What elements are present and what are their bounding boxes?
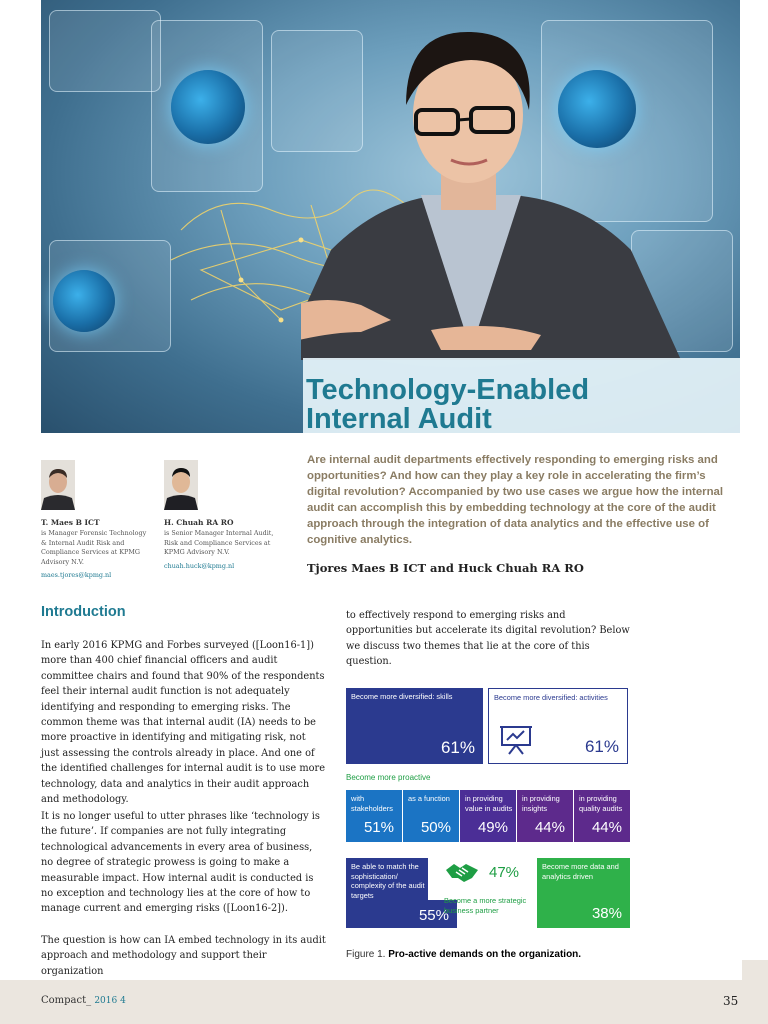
article-byline: Tjores Maes B ICT and Huck Chuah RA RO	[307, 561, 584, 575]
figure-caption-text: Pro-active demands on the organization.	[388, 949, 582, 960]
author-name: H. Chuah RA RO	[164, 518, 234, 527]
tile-diversified-skills	[346, 688, 483, 764]
figure-caption	[346, 949, 581, 960]
tile-proactive-value	[460, 790, 516, 842]
tile-value: 47%	[489, 864, 520, 881]
tile-value: 61%	[584, 737, 619, 756]
handshake-icon	[444, 860, 480, 891]
footer-magazine	[41, 995, 126, 1006]
tile-label: Become more diversified: activities	[494, 693, 608, 702]
tile-value: 51%	[363, 819, 394, 836]
tile-label: Become more data and analytics driven	[542, 862, 619, 881]
author-photo	[41, 460, 75, 510]
hud-panel	[49, 10, 161, 92]
tile-data-analytics-driven	[537, 858, 630, 928]
tile-value: 38%	[591, 905, 622, 922]
tile-proactive-function	[403, 790, 459, 842]
body-paragraph: It is no longer useful to utter phrases like ‘technology is the future’. If companies are not fully integrating technological advancements in every area of business, no degree of strategic prowess is going to make a measurable impact. How internal audit is conducted is no exception and technology lies at the core of how to manage current and emerging risks ([Loon16-2]).	[41, 811, 320, 915]
tile-label: in providing insights	[522, 794, 560, 813]
tile-label: as a function	[408, 794, 450, 803]
woman-with-glasses-photo	[301, 20, 681, 360]
article-lead: Are internal audit departments effectively responding to emerging risks and opportunities? And how can they play a key role in accelerating the firm’s digital revolution? Accompanied by two use cases we argue how the internal audit can accomplish this by embedding technology at the core of the audit approach through the integration of data analytics and the effective use of cognitive analytics.	[307, 454, 724, 547]
author-portrait	[41, 460, 75, 510]
figure-infographic	[346, 688, 630, 930]
tile-label-strategic-partner: Become a more strategic business partner	[444, 896, 527, 915]
tile-value: 44%	[534, 819, 565, 836]
globe-icon	[171, 70, 245, 144]
author-block-maes	[41, 460, 153, 579]
tile-label: Be able to match the sophistication/ complexity of the audit targets	[351, 862, 425, 900]
author-role: is Senior Manager Internal Audit, Risk and Compliance Services at KPMG Advisory N.V.	[164, 529, 274, 556]
author-name: T. Maes B ICT	[41, 518, 100, 527]
magazine-issue: 2016 4	[94, 996, 126, 1006]
page-number: 35	[723, 994, 739, 1008]
tile-value: 55%	[418, 907, 449, 924]
tile-label: with stakeholders	[351, 794, 393, 813]
body-paragraph: to effectively respond to emerging risks and opportunities but accelerate its digital revolution? Below we discuss two themes that lie at the core of this question.	[346, 610, 630, 668]
proactive-heading: Become more proactive	[346, 773, 431, 782]
tile-label: in providing value in audits	[465, 794, 513, 813]
tile-diversified-activities	[488, 688, 628, 764]
tile-proactive-stakeholders	[346, 790, 402, 842]
figure-caption-prefix: Figure 1.	[346, 949, 386, 960]
tile-value: 44%	[591, 819, 622, 836]
tile-label: Become more diversified: skills	[351, 692, 453, 701]
author-role: is Manager Forensic Technology & Internal Audit Risk and Compliance Services at KPMG Advisory N.V.	[41, 529, 147, 566]
presentation-board-icon	[499, 724, 533, 761]
author-portrait	[164, 460, 198, 510]
tile-value: 50%	[420, 819, 451, 836]
magazine-name: Compact_	[41, 995, 92, 1006]
section-heading-introduction: Introduction	[41, 604, 126, 620]
author-email[interactable]: maes.tjores@kpmg.nl	[41, 571, 112, 579]
globe-icon	[53, 270, 115, 332]
body-paragraph: In early 2016 KPMG and Forbes surveyed ([Loon16-1]) more than 400 chief financial officers and audit committee chairs and found that 90% of the respondents feel their internal audit function is not adequately identifying and responding to emerging risks. The common theme was that internal audit (IA) needs to be more proactive in identifying and mitigating risk, not just assessing the controls already in place. And one of the identified challenges for internal audit is to use more technology, data and analytics in their audit approach and methodology.	[41, 640, 326, 806]
article-title-line-1: Technology-Enabled	[306, 374, 590, 406]
article-title-line-2: Internal Audit	[306, 403, 492, 435]
body-paragraph: The question is how can IA embed technology in its audit approach and methodology and support their organization	[41, 935, 326, 977]
hero-image	[41, 0, 740, 433]
author-email[interactable]: chuah.huck@kpmg.nl	[164, 561, 235, 570]
tile-proactive-quality	[574, 790, 630, 842]
footer-tab	[742, 960, 768, 982]
tile-value: 49%	[477, 819, 508, 836]
tile-label: in providing quality audits	[579, 794, 623, 813]
author-block-chuah	[164, 460, 282, 570]
author-photo	[164, 460, 198, 510]
tile-value: 61%	[440, 738, 475, 757]
tile-proactive-insights	[517, 790, 573, 842]
